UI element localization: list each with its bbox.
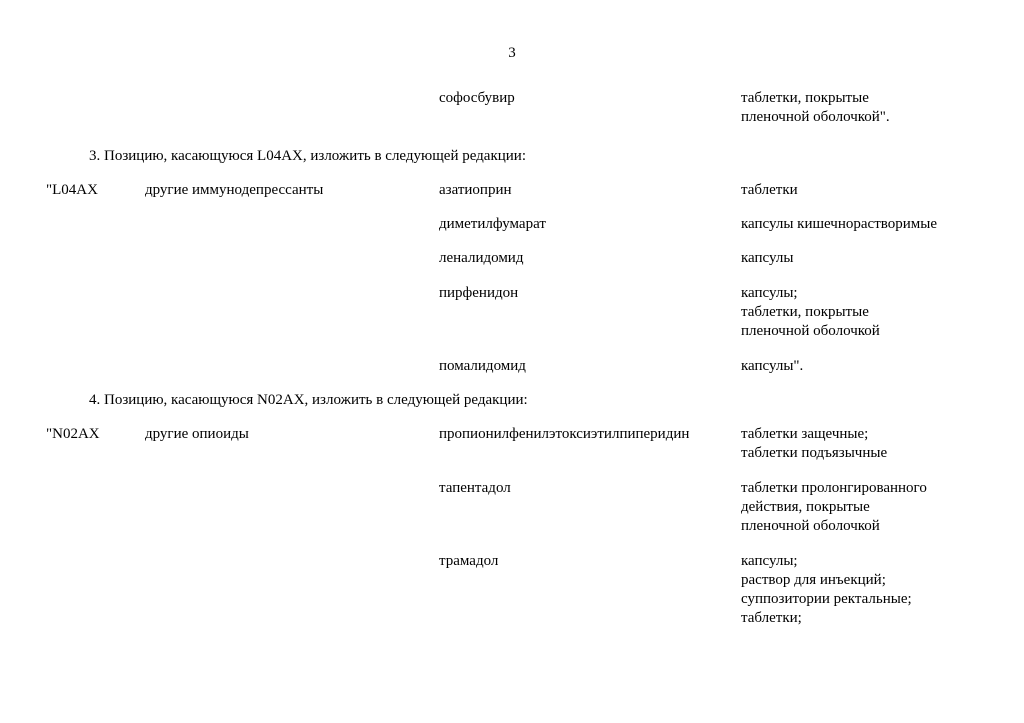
dosage-forms [741, 552, 912, 628]
dosage-forms [741, 249, 793, 268]
dosage-form-line: таблетки защечные; [741, 426, 869, 442]
paragraph-3: 3. Позицию, касающуюся L04AX, изложить в следующей редакции: [89, 148, 527, 164]
dosage-form-line: пленочной оболочкой [741, 518, 880, 534]
page-number: 3 [508, 45, 516, 61]
dosage-forms [741, 425, 887, 463]
drug-name: пропионилфенилэтоксиэтилпиперидин [439, 426, 690, 442]
drug-name: азатиоприн [439, 182, 512, 198]
drug-name: леналидомид [439, 250, 524, 266]
atc-group-name: другие опиоиды [145, 426, 249, 442]
drug-name: помалидомид [439, 358, 526, 374]
dosage-forms [741, 181, 798, 200]
dosage-form-line: суппозитории ректальные; [741, 591, 912, 607]
dosage-form-line: капсулы кишечнорастворимые [741, 216, 937, 232]
drug-name: диметилфумарат [439, 216, 546, 232]
atc-group-name: другие иммунодепрессанты [145, 182, 324, 198]
dosage-forms [741, 89, 890, 127]
dosage-form-line: раствор для инъекций; [741, 572, 886, 588]
dosage-form-line: таблетки [741, 182, 798, 198]
dosage-form-line: капсулы". [741, 358, 804, 374]
dosage-form-line: действия, покрытые [741, 499, 870, 515]
dosage-form-line: таблетки подъязычные [741, 445, 888, 461]
atc-code: "N02AX [46, 426, 100, 442]
drug-name: софосбувир [439, 90, 515, 106]
dosage-form-line: таблетки, покрытые [741, 90, 869, 106]
paragraph-4: 4. Позицию, касающуюся N02AX, изложить в следующей редакции: [89, 392, 528, 408]
dosage-form-line: капсулы; [741, 553, 798, 569]
dosage-form-line: таблетки пролонгированного [741, 480, 927, 496]
dosage-form-line: пленочной оболочкой [741, 323, 880, 339]
atc-code: "L04AX [46, 182, 98, 198]
dosage-forms [741, 357, 803, 376]
dosage-forms [741, 215, 937, 234]
dosage-form-line: таблетки; [741, 610, 802, 626]
drug-name: тапентадол [439, 480, 511, 496]
dosage-forms [741, 479, 927, 536]
dosage-form-line: капсулы; [741, 285, 798, 301]
dosage-forms [741, 284, 880, 341]
drug-name: трамадол [439, 553, 499, 569]
drug-name: пирфенидон [439, 285, 519, 301]
dosage-form-line: пленочной оболочкой". [741, 109, 890, 125]
dosage-form-line: капсулы [741, 250, 794, 266]
dosage-form-line: таблетки, покрытые [741, 304, 869, 320]
